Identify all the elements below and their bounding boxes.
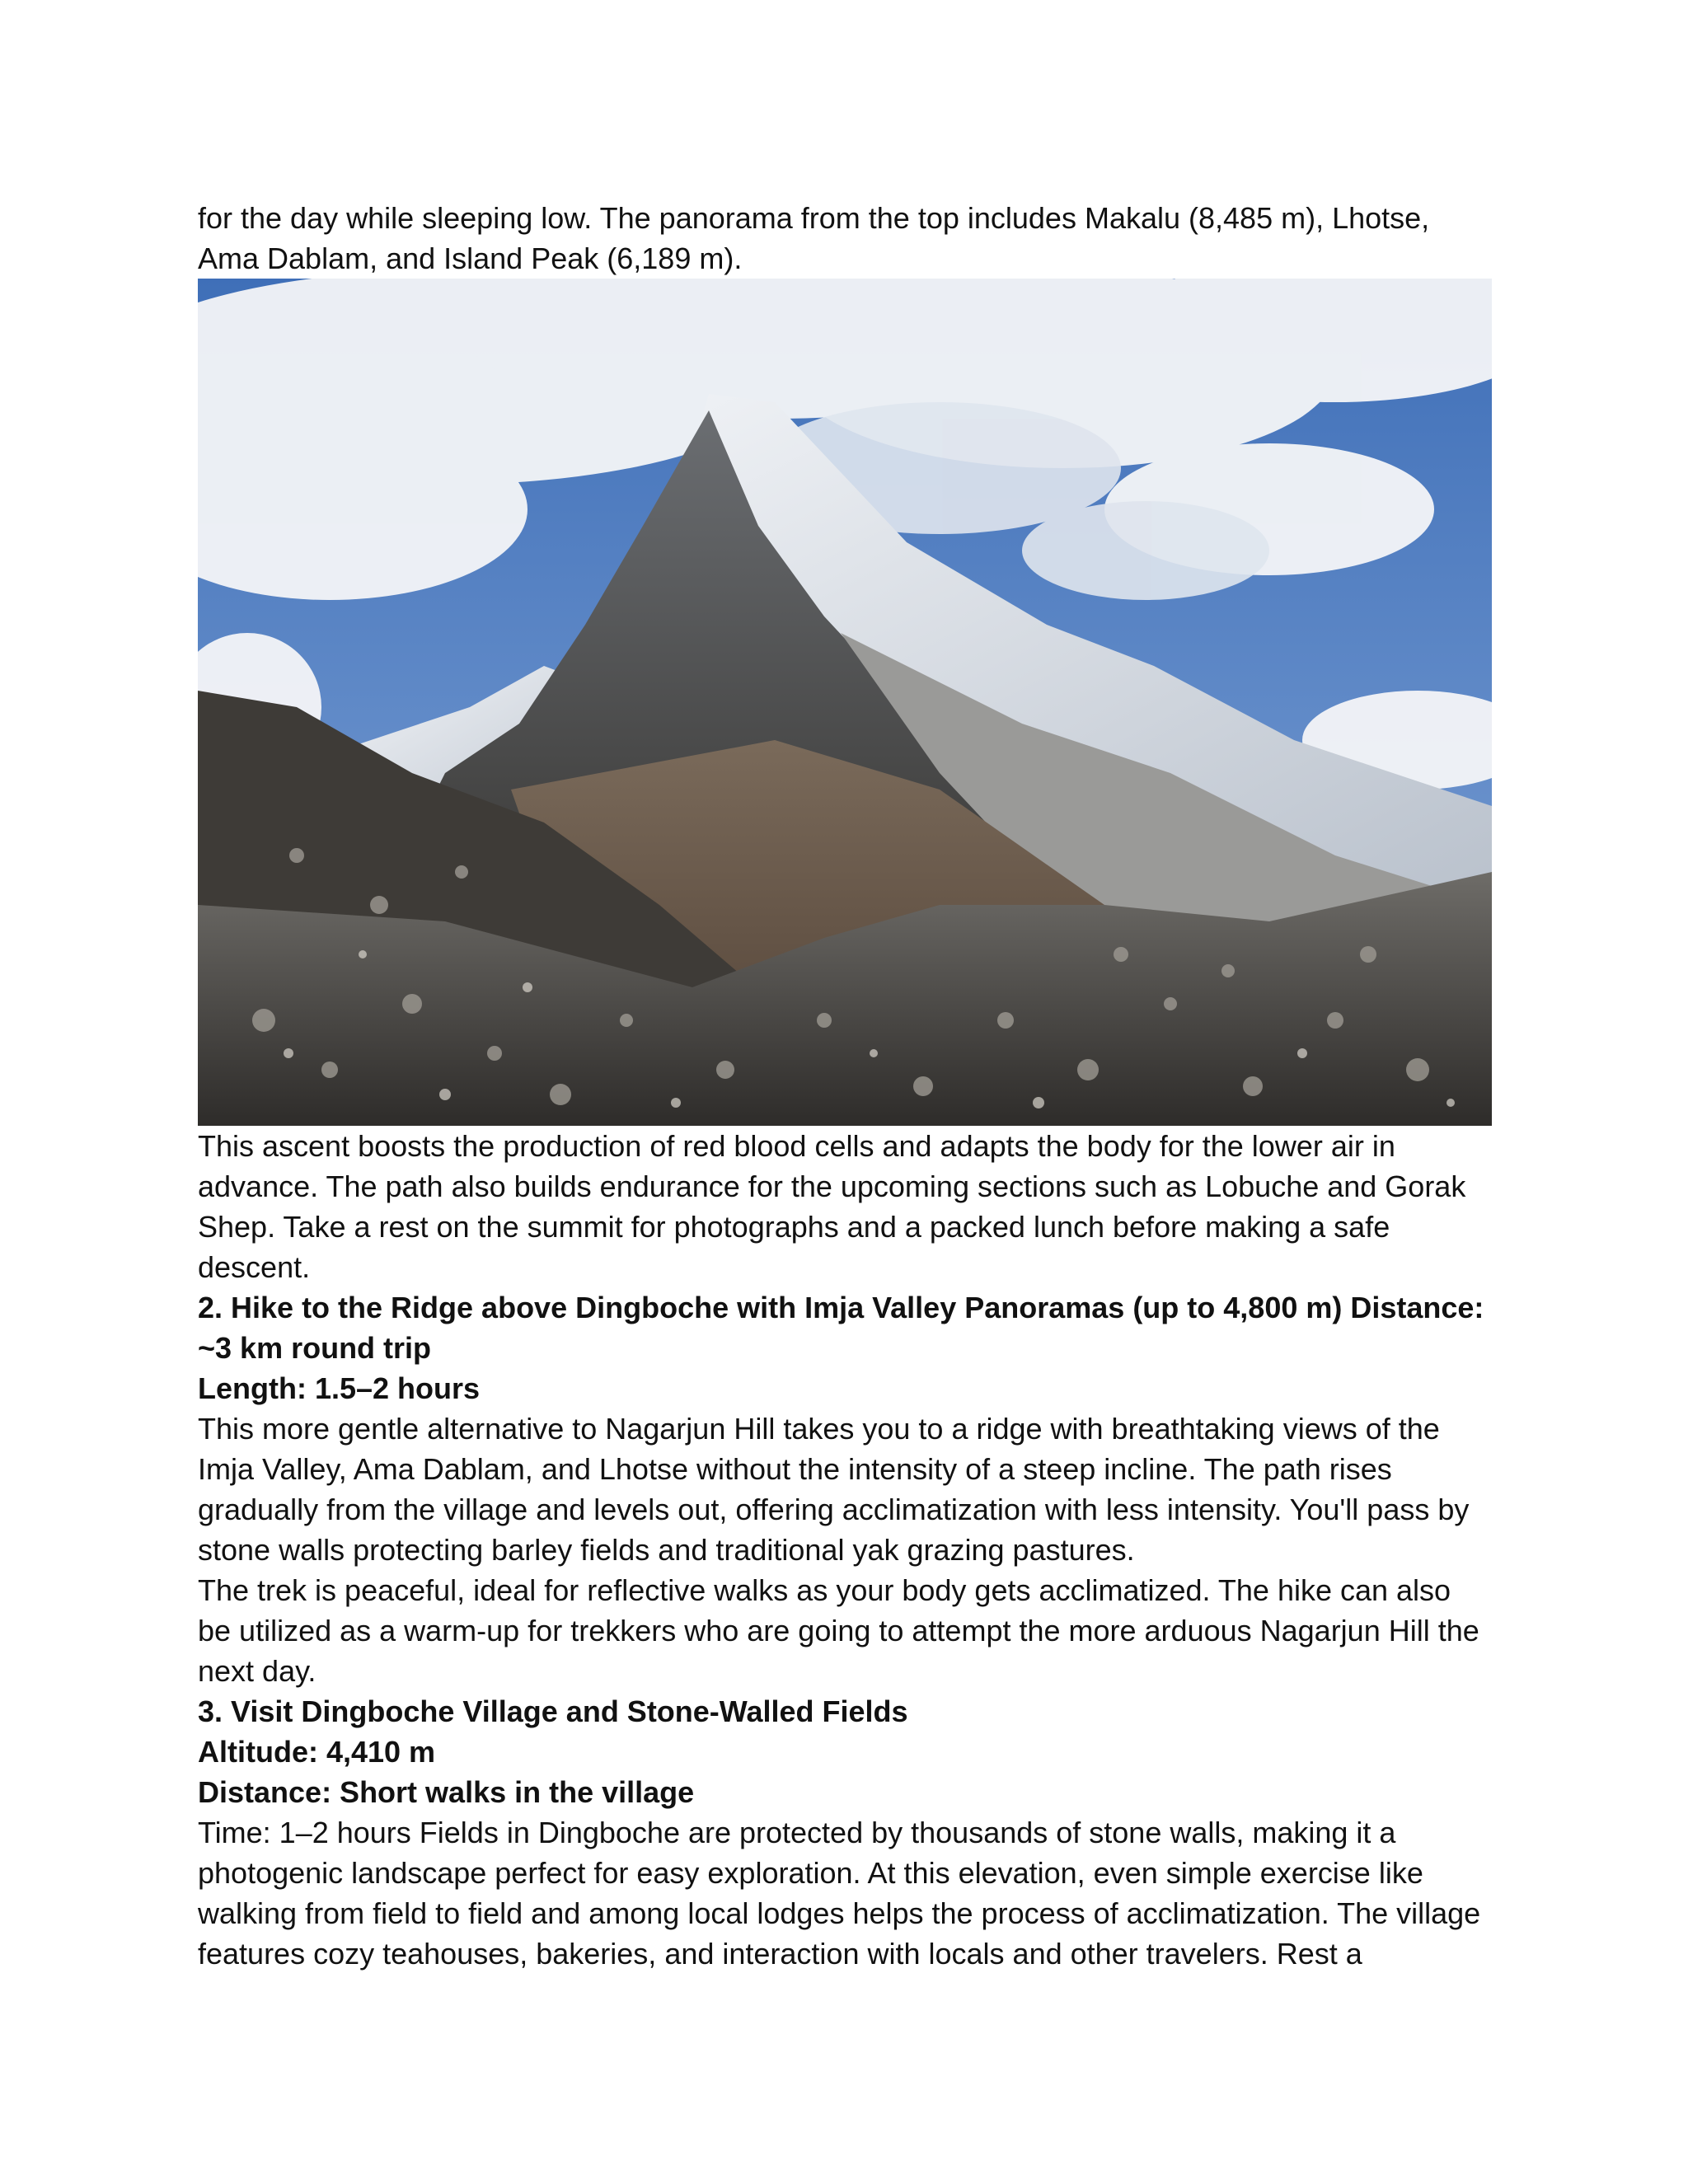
section-2-paragraph-a: This more gentle alternative to Nagarjun Hill takes you to a ridge with breathtaking views of the Imja Valley, Ama Dablam, and Lhotse without the intensity of a steep incline. The path rises gradually from the village and levels out, offering acclimatization with less intensity. You'll pass by stone walls protecting barley fields and traditional yak grazing pastures.: [198, 1412, 1470, 1567]
section-2-paragraph-b: The trek is peaceful, ideal for reflective walks as your body gets acclimatized. The hike can also be utilized as a warm-up for trekkers who are going to attempt the more arduous Nagarjun Hill the next day.: [198, 1573, 1479, 1688]
mountain-peak-photo: [198, 279, 1492, 1126]
intro-paragraph: for the day while sleeping low. The panorama from the top includes Makalu (8,485 m), Lhotse, Ama Dablam, and Island Peak (6,189 m).: [198, 201, 1430, 275]
section-2-heading: 2. Hike to the Ridge above Dingboche with Imja Valley Panoramas (up to 4,800 m) Distance: ~3 km round trip: [198, 1291, 1484, 1365]
section-3-distance: Distance: Short walks in the village: [198, 1775, 695, 1809]
section-3-altitude: Altitude: 4,410 m: [198, 1735, 436, 1769]
paragraph-acclimatization: This ascent boosts the production of red blood cells and adapts the body for the lower air in advance. The path also builds endurance for the upcoming sections such as Lobuche and Gorak Shep. Take a rest on the summit for photographs and a packed lunch before making a safe descent.: [198, 1129, 1466, 1284]
section-2-length: Length: 1.5–2 hours: [198, 1371, 481, 1405]
page-body: [198, 198, 1492, 1974]
section-3-paragraph: Time: 1–2 hours Fields in Dingboche are protected by thousands of stone walls, making it a photogenic landscape perfect for easy exploration. At this elevation, even simple exercise like walking from field to field and among local lodges helps the process of acclimatization. The village features cozy teahouses, bakeries, and interaction with locals and other travelers. Rest a: [198, 1816, 1481, 1971]
section-3-heading: 3. Visit Dingboche Village and Stone-Walled Fields: [198, 1694, 908, 1728]
